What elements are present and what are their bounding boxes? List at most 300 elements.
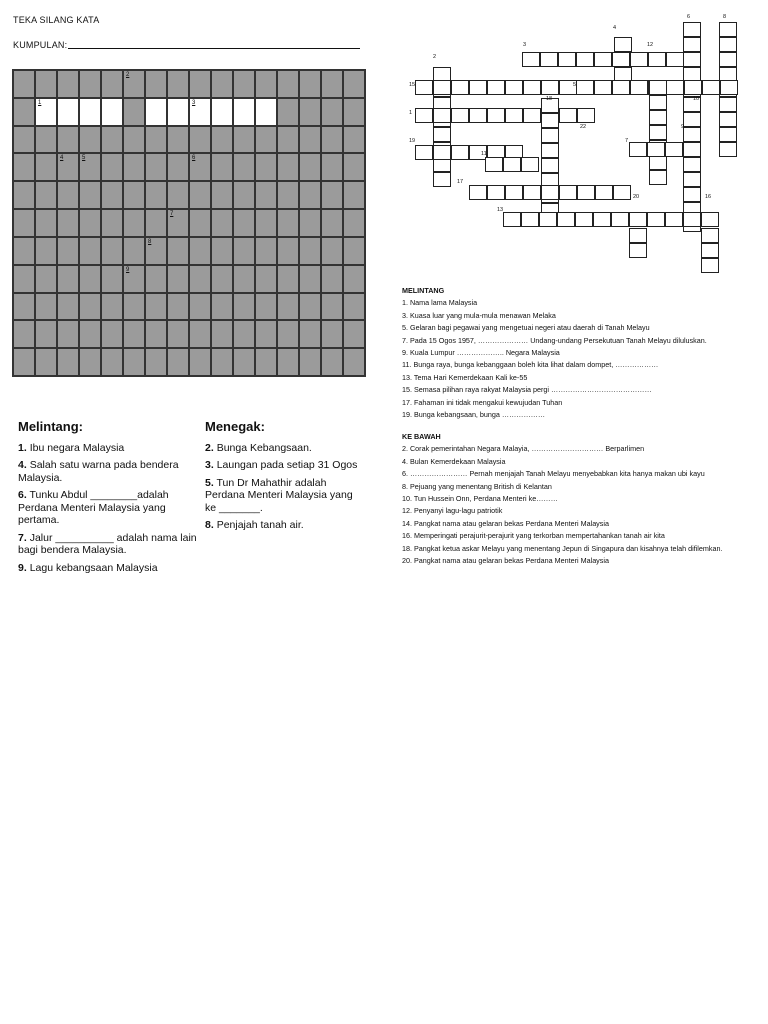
grid-cell: [145, 153, 167, 181]
answer-cell: [433, 145, 451, 160]
grid-cell: [277, 98, 299, 126]
clue-item: 7. Jalur __________ adalah nama lain bagi bendera Malaysia.: [18, 531, 197, 556]
grid-cell: [211, 126, 233, 154]
grid-cell: [321, 237, 343, 265]
clue-number: 8: [723, 14, 727, 20]
answer-cell: [683, 142, 701, 157]
clue-item: 7. Pada 15 Ogos 1957, ………………… Undang-undang Persekutuan Tanah Melayu diluluskan.: [402, 335, 707, 345]
grid-cell: [255, 70, 277, 98]
answer-cell: [503, 212, 521, 227]
grid-cell: [189, 237, 211, 265]
answer-cell: [541, 128, 559, 143]
answer-cell: [683, 52, 701, 67]
grid-cell: [343, 181, 365, 209]
across-clues-a: [18, 421, 200, 579]
grid-cell: [145, 293, 167, 321]
answer-cell: [629, 243, 647, 258]
grid-cell: [79, 320, 101, 348]
grid-cell: [189, 153, 211, 181]
grid-cell: [321, 70, 343, 98]
grid-cell: [233, 348, 255, 376]
clue-number: 7: [625, 138, 629, 144]
answer-cell: [451, 145, 469, 160]
grid-cell: [255, 320, 277, 348]
answer-cell: [559, 108, 577, 123]
answer-cell: [521, 212, 539, 227]
clue-item: 5. Tun Dr Mahathir adalah Perdana Menteri Malaysia yang ke _______.: [205, 476, 353, 514]
grid-cell: [343, 320, 365, 348]
grid-cell: [277, 265, 299, 293]
clue-number: 11: [481, 151, 487, 157]
answer-cell: [649, 110, 667, 125]
answer-cell: [575, 212, 593, 227]
clue-number: 1: [409, 110, 413, 116]
grid-cell: [123, 70, 145, 98]
answer-cell: [485, 157, 503, 172]
answer-cell: [541, 158, 559, 173]
grid-cell: [79, 209, 101, 237]
clue-item: 9. Kuala Lumpur ……………….. Negara Malaysia: [402, 348, 560, 358]
grid-cell: [123, 98, 145, 126]
clue-item: 15. Semasa pilihan raya rakyat Malaysia pergi ……………………………………: [402, 385, 652, 395]
clue-item: 8. Pejuang yang menentang British di Kelantan: [402, 481, 552, 491]
grid-cell: [189, 181, 211, 209]
answer-cell: [612, 52, 630, 67]
grid-cell: [189, 126, 211, 154]
answer-cell: [684, 80, 702, 95]
clue-item: 19. Bunga kebangsaan, bunga ………………: [402, 410, 546, 420]
grid-cell: [79, 348, 101, 376]
answer-cell: [719, 127, 737, 142]
grid-cell: [277, 237, 299, 265]
answer-cell: [451, 108, 469, 123]
answer-cell: [593, 212, 611, 227]
grid-cell: [167, 70, 189, 98]
answer-cell: [541, 185, 559, 200]
answer-cell: [559, 185, 577, 200]
answer-cell: [145, 98, 167, 126]
grid-cell: [321, 320, 343, 348]
grid-cell: [321, 293, 343, 321]
grid-cell: [79, 181, 101, 209]
answer-cell: [720, 80, 738, 95]
answer-cell: [523, 108, 541, 123]
grid-cell: [35, 320, 57, 348]
clue-number: 8: [148, 238, 152, 245]
answer-cell: [629, 142, 647, 157]
answer-cell: [719, 22, 737, 37]
grid-cell: [277, 209, 299, 237]
grid-cell: [13, 320, 35, 348]
grid-cell: [123, 293, 145, 321]
grid-cell: [277, 181, 299, 209]
grid-cell: [57, 265, 79, 293]
answer-cell: [577, 185, 595, 200]
grid-cell: [57, 209, 79, 237]
grid-cell: [167, 237, 189, 265]
grid-cell: [145, 265, 167, 293]
grid-cell: [255, 265, 277, 293]
grid-cell: [211, 320, 233, 348]
answer-cell: [433, 108, 451, 123]
clue-item: 17. Fahaman ini tidak mengakui kewujudan Tuhan: [402, 397, 563, 407]
answer-cell: [541, 143, 559, 158]
down-heading-a: Menegak:: [205, 419, 265, 434]
grid-cell: [57, 348, 79, 376]
grid-cell: [343, 237, 365, 265]
answer-cell: [649, 80, 667, 95]
grid-cell: [321, 348, 343, 376]
across-heading-b: MELINTANG: [402, 286, 445, 295]
grid-cell: [123, 237, 145, 265]
grid-cell: [57, 126, 79, 154]
answer-cell: [433, 172, 451, 187]
answer-cell: [487, 80, 505, 95]
grid-cell: [123, 126, 145, 154]
answer-cell: [101, 98, 123, 126]
grid-cell: [233, 70, 255, 98]
answer-cell: [540, 52, 558, 67]
answer-cell: [577, 108, 595, 123]
answer-cell: [415, 80, 433, 95]
grid-cell: [299, 98, 321, 126]
grid-cell: [35, 181, 57, 209]
clue-item: 13. Tema Hari Kemerdekaan Kali ke-55: [402, 372, 528, 382]
answer-cell: [521, 157, 539, 172]
grid-cell: [57, 320, 79, 348]
grid-cell: [167, 209, 189, 237]
clue-number: 2: [126, 72, 130, 78]
down-heading-b: KE BAWAH: [402, 432, 441, 441]
clue-number: 22: [580, 124, 587, 130]
answer-cell: [648, 52, 666, 67]
grid-cell: [13, 181, 35, 209]
answer-cell: [415, 145, 433, 160]
grid-cell: [101, 237, 123, 265]
clue-number: 17: [457, 179, 464, 185]
grid-cell: [101, 209, 123, 237]
grid-cell: [101, 320, 123, 348]
grid-cell: [189, 70, 211, 98]
grid-cell: [211, 153, 233, 181]
grid-cell: [299, 265, 321, 293]
answer-cell: [683, 37, 701, 52]
answer-cell: [665, 142, 683, 157]
grid-cell: [321, 265, 343, 293]
answer-cell: [576, 80, 594, 95]
grid-cell: [101, 265, 123, 293]
grid-cell: [123, 181, 145, 209]
grid-cell: [233, 126, 255, 154]
answer-cell: [629, 228, 647, 243]
grid-cell: [299, 126, 321, 154]
grid-cell: [211, 265, 233, 293]
answer-cell: [630, 80, 648, 95]
grid-cell: [343, 126, 365, 154]
grid-cell: [57, 293, 79, 321]
grid-cell: [189, 265, 211, 293]
grid-cell: [13, 237, 35, 265]
grid-cell: [255, 348, 277, 376]
answer-cell: [649, 155, 667, 170]
grid-cell: [299, 320, 321, 348]
grid-cell: [189, 293, 211, 321]
clue-number: 5: [573, 82, 577, 88]
grid-cell: [189, 209, 211, 237]
grid-cell: [79, 293, 101, 321]
answer-cell: [539, 212, 557, 227]
grid-cell: [13, 348, 35, 376]
clue-item: 6. Tunku Abdul ________adalah Perdana Menteri Malaysia yang pertama.: [18, 489, 169, 526]
answer-cell: [595, 185, 613, 200]
answer-cell: [211, 98, 233, 126]
answer-cell: [611, 212, 629, 227]
group-name-line: [68, 48, 360, 49]
across-clues-b: [402, 285, 762, 421]
answer-cell: [541, 113, 559, 128]
grid-cell: [13, 98, 35, 126]
grid-cell: [277, 153, 299, 181]
grid-cell: [255, 153, 277, 181]
answer-cell: [701, 243, 719, 258]
clue-item: 14. Pangkat nama atau gelaran bekas Perdana Menteri Malaysia: [402, 518, 609, 528]
grid-cell: [79, 237, 101, 265]
grid-cell: [57, 237, 79, 265]
crossword-grid-a: [12, 69, 366, 377]
answer-cell: [719, 52, 737, 67]
answer-cell: [702, 80, 720, 95]
answer-cell: [522, 52, 540, 67]
grid-cell: [255, 126, 277, 154]
grid-cell: [145, 209, 167, 237]
grid-cell: [343, 98, 365, 126]
worksheet-title: TEKA SILANG KATA: [13, 15, 100, 25]
grid-cell: [189, 320, 211, 348]
grid-cell: [13, 209, 35, 237]
answer-cell: [683, 112, 701, 127]
grid-cell: [299, 209, 321, 237]
grid-cell: [167, 320, 189, 348]
clue-number: 13: [497, 207, 504, 213]
clue-item: 18. Pangkat ketua askar Melayu yang menentang Jepun di Singapura dan kisahnya telah difilemkan.: [402, 543, 723, 553]
answer-cell: [665, 212, 683, 227]
grid-cell: [167, 181, 189, 209]
grid-cell: [101, 70, 123, 98]
clue-number: 4: [60, 155, 64, 162]
grid-cell: [277, 293, 299, 321]
answer-cell: [523, 185, 541, 200]
clue-item: 1. Nama lama Malaysia: [402, 298, 478, 308]
grid-cell: [167, 153, 189, 181]
grid-cell: [255, 209, 277, 237]
answer-cell: [167, 98, 189, 126]
grid-cell: [233, 181, 255, 209]
grid-cell: [123, 320, 145, 348]
clue-item: 3. Laungan pada setiap 31 Ogos: [205, 459, 358, 471]
answer-cell: [647, 212, 665, 227]
answer-cell: [487, 185, 505, 200]
grid-cell: [343, 209, 365, 237]
grid-cell: [79, 153, 101, 181]
answer-cell: [415, 108, 433, 123]
answer-cell: [576, 52, 594, 67]
grid-cell: [343, 348, 365, 376]
answer-cell: [701, 212, 719, 227]
grid-cell: [35, 293, 57, 321]
grid-cell: [13, 70, 35, 98]
answer-cell: [469, 108, 487, 123]
grid-cell: [321, 126, 343, 154]
grid-cell: [321, 209, 343, 237]
grid-cell: [167, 293, 189, 321]
grid-cell: [233, 209, 255, 237]
clue-item: 9. Lagu kebangsaan Malaysia: [18, 561, 158, 574]
clue-item: 6. …………………… Pernah menjajah Tanah Melayu menyebabkan kita hanya makan ubi kayu: [402, 469, 705, 479]
answer-cell: [683, 157, 701, 172]
clue-item: 2. Corak pemerintahan Negara Malayia, ………………………… Berparlimen: [402, 444, 645, 454]
grid-cell: [211, 70, 233, 98]
clue-number: 19: [409, 138, 416, 144]
grid-cell: [211, 237, 233, 265]
grid-cell: [101, 153, 123, 181]
grid-cell: [101, 348, 123, 376]
grid-cell: [211, 209, 233, 237]
answer-cell: [666, 52, 684, 67]
answer-cell: [189, 98, 211, 126]
answer-cell: [557, 212, 575, 227]
answer-cell: [701, 228, 719, 243]
grid-cell: [189, 348, 211, 376]
grid-cell: [101, 181, 123, 209]
down-clues-a: [205, 421, 365, 537]
grid-cell: [211, 181, 233, 209]
answer-cell: [487, 108, 505, 123]
answer-cell: [469, 80, 487, 95]
answer-cell: [594, 80, 612, 95]
grid-cell: [255, 293, 277, 321]
answer-cell: [719, 37, 737, 52]
grid-cell: [123, 209, 145, 237]
answer-cell: [612, 80, 630, 95]
grid-cell: [167, 348, 189, 376]
grid-cell: [321, 153, 343, 181]
grid-cell: [299, 237, 321, 265]
clue-number: 3: [192, 99, 196, 106]
answer-cell: [630, 52, 648, 67]
grid-cell: [35, 348, 57, 376]
grid-cell: [255, 237, 277, 265]
grid-cell: [145, 126, 167, 154]
answer-cell: [683, 187, 701, 202]
answer-cell: [505, 108, 523, 123]
down-clues-b: [402, 431, 762, 567]
grid-cell: [277, 348, 299, 376]
clue-number: 15: [409, 82, 416, 88]
clue-item: 5. Gelaran bagi pegawai yang mengetuai negeri atau daerah di Tanah Melayu: [402, 323, 650, 333]
answer-cell: [433, 127, 451, 142]
clue-item: 10. Tun Hussein Onn, Perdana Menteri ke………: [402, 494, 558, 504]
grid-cell: [35, 209, 57, 237]
grid-cell: [233, 293, 255, 321]
answer-cell: [505, 80, 523, 95]
grid-cell: [13, 265, 35, 293]
clue-number: 1: [38, 99, 42, 106]
answer-cell: [719, 142, 737, 157]
grid-cell: [299, 153, 321, 181]
grid-cell: [343, 293, 365, 321]
answer-cell: [683, 22, 701, 37]
grid-cell: [35, 70, 57, 98]
clue-number: 4: [613, 25, 617, 31]
grid-cell: [57, 153, 79, 181]
answer-cell: [233, 98, 255, 126]
answer-cell: [433, 80, 451, 95]
answer-cell: [647, 142, 665, 157]
grid-cell: [145, 320, 167, 348]
answer-cell: [649, 170, 667, 185]
clue-item: 3. Kuasa luar yang mula-mula menawan Melaka: [402, 310, 556, 320]
clue-number: 9: [681, 124, 685, 130]
answer-cell: [57, 98, 79, 126]
grid-cell: [277, 70, 299, 98]
answer-cell: [629, 212, 647, 227]
grid-cell: [123, 348, 145, 376]
across-heading-a: Melintang:: [18, 419, 83, 434]
clue-item: 1. Ibu negara Malaysia: [18, 441, 125, 454]
grid-cell: [35, 126, 57, 154]
group-label: KUMPULAN:: [13, 40, 68, 50]
grid-cell: [145, 348, 167, 376]
grid-cell: [277, 320, 299, 348]
grid-cell: [343, 265, 365, 293]
answer-cell: [505, 185, 523, 200]
grid-cell: [123, 265, 145, 293]
grid-cell: [145, 181, 167, 209]
clue-number: 20: [633, 194, 640, 200]
answer-cell: [719, 112, 737, 127]
answer-cell: [649, 95, 667, 110]
clue-item: 12. Penyanyi lagu-lagu patriotik: [402, 506, 503, 516]
grid-cell: [79, 70, 101, 98]
grid-cell: [211, 293, 233, 321]
answer-cell: [503, 157, 521, 172]
grid-cell: [233, 237, 255, 265]
answer-cell: [558, 52, 576, 67]
grid-cell: [299, 70, 321, 98]
grid-cell: [13, 126, 35, 154]
grid-cell: [321, 181, 343, 209]
grid-cell: [211, 348, 233, 376]
answer-cell: [683, 212, 701, 227]
grid-cell: [233, 153, 255, 181]
answer-cell: [649, 125, 667, 140]
grid-cell: [233, 265, 255, 293]
grid-cell: [13, 293, 35, 321]
grid-cell: [145, 70, 167, 98]
clue-number: 16: [705, 194, 712, 200]
answer-cell: [683, 127, 701, 142]
clue-item: 4. Salah satu warna pada bendera Malaysia.: [18, 459, 179, 484]
clue-item: 11. Bunga raya, bunga kebanggaan boleh kita lihat dalam dompet, ………………: [402, 360, 659, 370]
grid-cell: [35, 237, 57, 265]
grid-cell: [101, 293, 123, 321]
grid-cell: [255, 181, 277, 209]
clue-item: 8. Penjajah tanah air.: [205, 519, 304, 531]
grid-cell: [167, 265, 189, 293]
answer-cell: [79, 98, 101, 126]
answer-cell: [35, 98, 57, 126]
clue-number: 6: [687, 14, 691, 20]
